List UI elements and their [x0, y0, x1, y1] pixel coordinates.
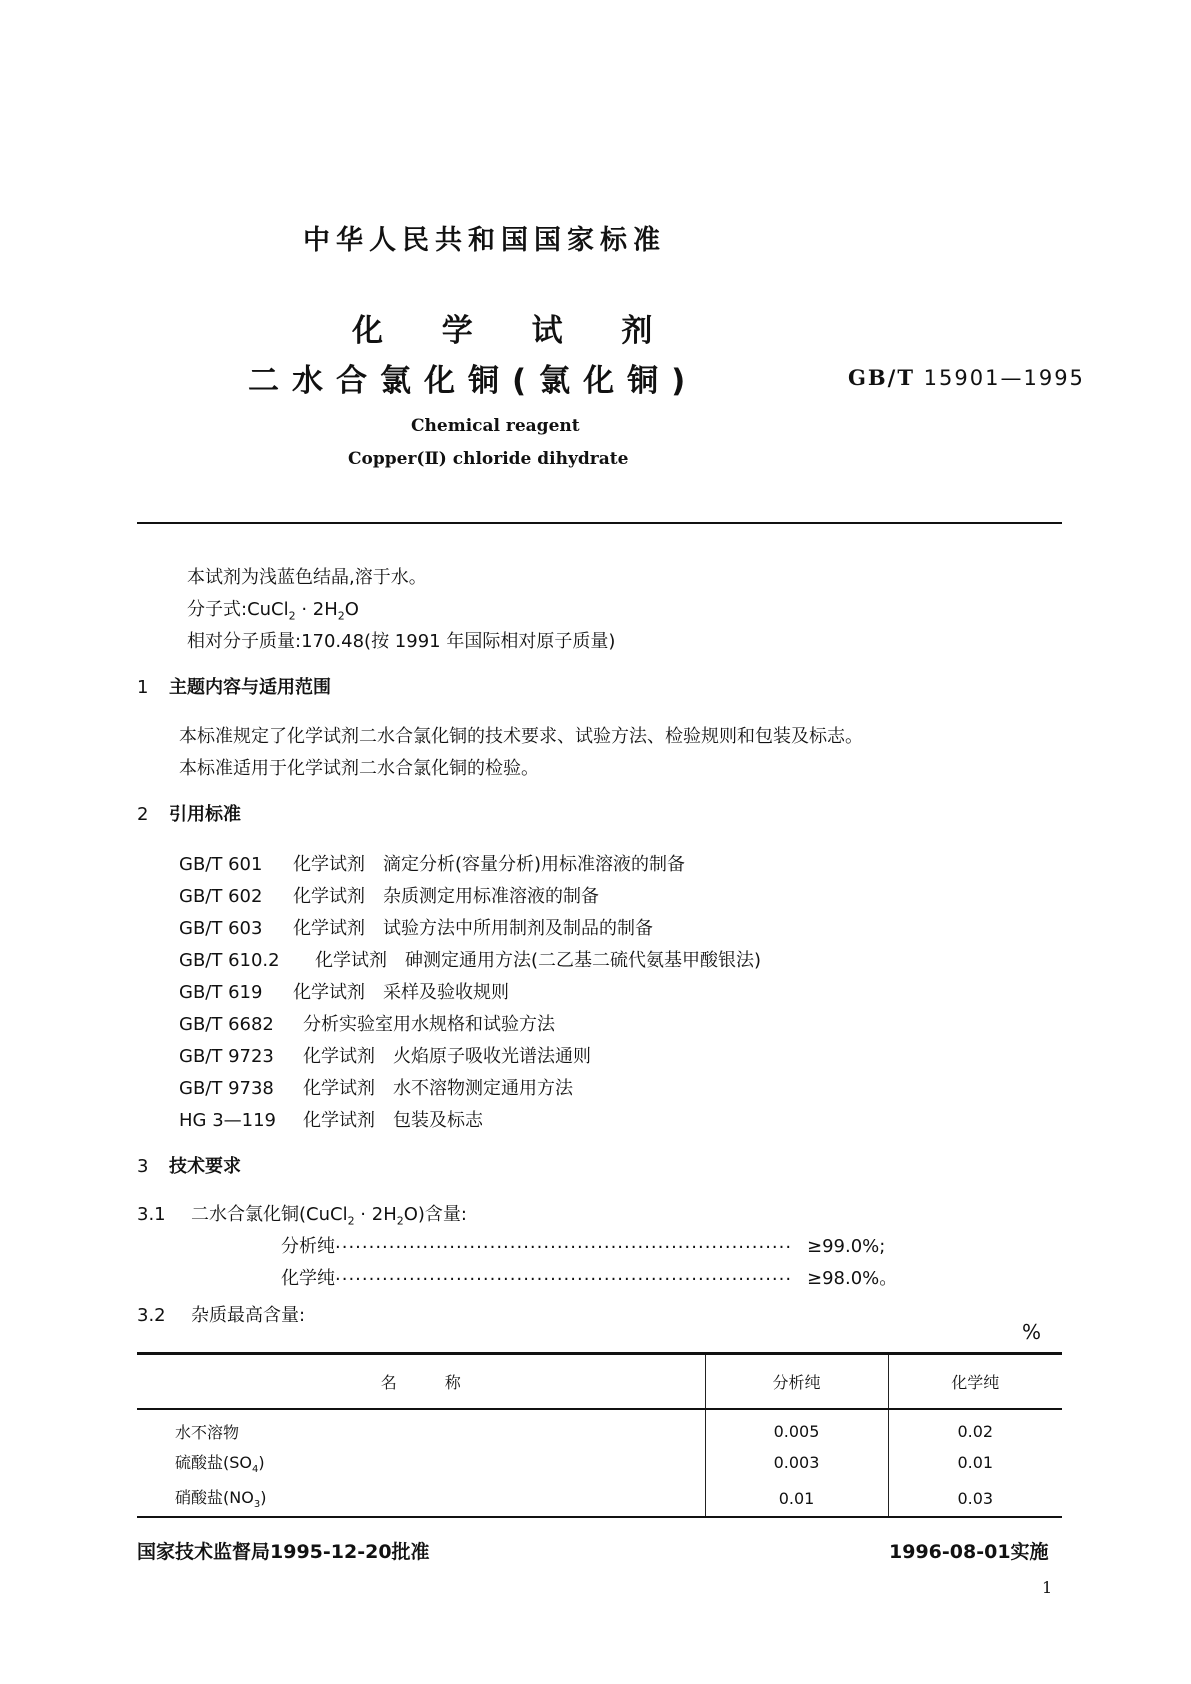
clause-3-1: 3.1 二水合氯化铜(CuCl$_2$ · $2H_2O$)含量:	[137, 1204, 467, 1228]
reference-item: GB/T 603 化学试剂 试验方法中所用制剂及制品的制备	[179, 918, 653, 939]
title-line-2: 二水合氯化铜(氯化铜)	[248, 363, 699, 399]
impurity-table	[137, 1352, 1062, 1518]
reference-item: GB/T 601 化学试剂 滴定分析(容量分析)用标准溶液的制备	[179, 854, 686, 875]
impurity-name: 硫酸盐$(SO_4)$	[175, 1452, 265, 1476]
standard-prefix: GB/T	[848, 365, 915, 390]
reference-item: GB/T 602 化学试剂 杂质测定用标准溶液的制备	[179, 886, 599, 907]
leader-dots: ····································································	[335, 1237, 793, 1258]
reference-item: GB/T 9738 化学试剂 水不溶物测定通用方法	[179, 1078, 573, 1099]
table-row	[137, 1445, 1062, 1481]
value-ar: 0.01	[705, 1481, 888, 1517]
table-row	[137, 1481, 1062, 1517]
reference-item: GB/T 9723 化学试剂 火焰原子吸收光谱法通则	[179, 1046, 591, 1067]
header-name: 名 称	[380, 1372, 461, 1392]
english-title-line-2: Copper(Ⅱ) chloride dihydrate	[348, 449, 629, 469]
header-ar: 分析纯	[705, 1354, 888, 1409]
reference-item: GB/T 610.2 化学试剂 砷测定通用方法(二乙基二硫代氨基甲酸银法)	[179, 950, 762, 971]
english-title-line-1: Chemical reagent	[411, 416, 580, 436]
section-2-heading: 2 引用标准	[137, 804, 241, 825]
unit-percent: %	[1022, 1320, 1042, 1344]
header-cp: 化学纯	[888, 1354, 1062, 1409]
table-header-row	[137, 1354, 1062, 1409]
table-row	[137, 1409, 1062, 1445]
value-ar: 0.005	[705, 1409, 888, 1445]
standard-number	[848, 365, 1085, 390]
intro-formula: 分子式:CuCl$_2$ · $2H_2O$	[187, 599, 359, 623]
standard-code: 15901—1995	[923, 366, 1085, 390]
intro-description: 本试剂为浅蓝色结晶,溶于水。	[187, 567, 427, 588]
page-number: 1	[1042, 1578, 1053, 1597]
title-line-1: 化 学 试 剂	[352, 313, 655, 349]
impurity-name: 硝酸盐$(NO_3)$	[175, 1488, 267, 1511]
approval-line: 国家技术监督局1995-12-20批准	[137, 1541, 430, 1563]
reference-item: GB/T 6682 分析实验室用水规格和试验方法	[179, 1014, 555, 1035]
effective-date: 1996-08-01实施	[889, 1541, 1049, 1563]
value-cp: 0.02	[888, 1409, 1062, 1445]
reference-item: GB/T 619 化学试剂 采样及验收规则	[179, 982, 509, 1003]
clause-3-2: 3.2 杂质最高含量:	[137, 1305, 306, 1326]
value-cp: 0.03	[888, 1481, 1062, 1517]
value-cp: 0.01	[888, 1445, 1062, 1481]
section-1-para-2: 本标准适用于化学试剂二水合氯化铜的检验。	[179, 758, 539, 779]
leader-dots: ····································································	[335, 1269, 793, 1290]
grade-ar-line: 分析纯···································································· ≥99.0%;	[281, 1236, 886, 1258]
section-1-heading: 1 主题内容与适用范围	[137, 677, 331, 698]
grade-cp-line: 化学纯···································································· ≥98.0%。	[281, 1268, 898, 1290]
national-standard-heading: 中华人民共和国国家标准	[303, 225, 666, 256]
reference-item: HG 3—119 化学试剂 包装及标志	[179, 1110, 483, 1131]
impurity-name: 水不溶物	[175, 1422, 240, 1442]
section-1-para-1: 本标准规定了化学试剂二水合氯化铜的技术要求、试验方法、检验规则和包装及标志。	[179, 726, 863, 747]
header-divider	[137, 522, 1062, 524]
value-ar: 0.003	[705, 1445, 888, 1481]
intro-molecular-mass: 相对分子质量:170.48(按 1991 年国际相对原子质量)	[187, 631, 616, 652]
section-3-heading: 3 技术要求	[137, 1156, 241, 1177]
